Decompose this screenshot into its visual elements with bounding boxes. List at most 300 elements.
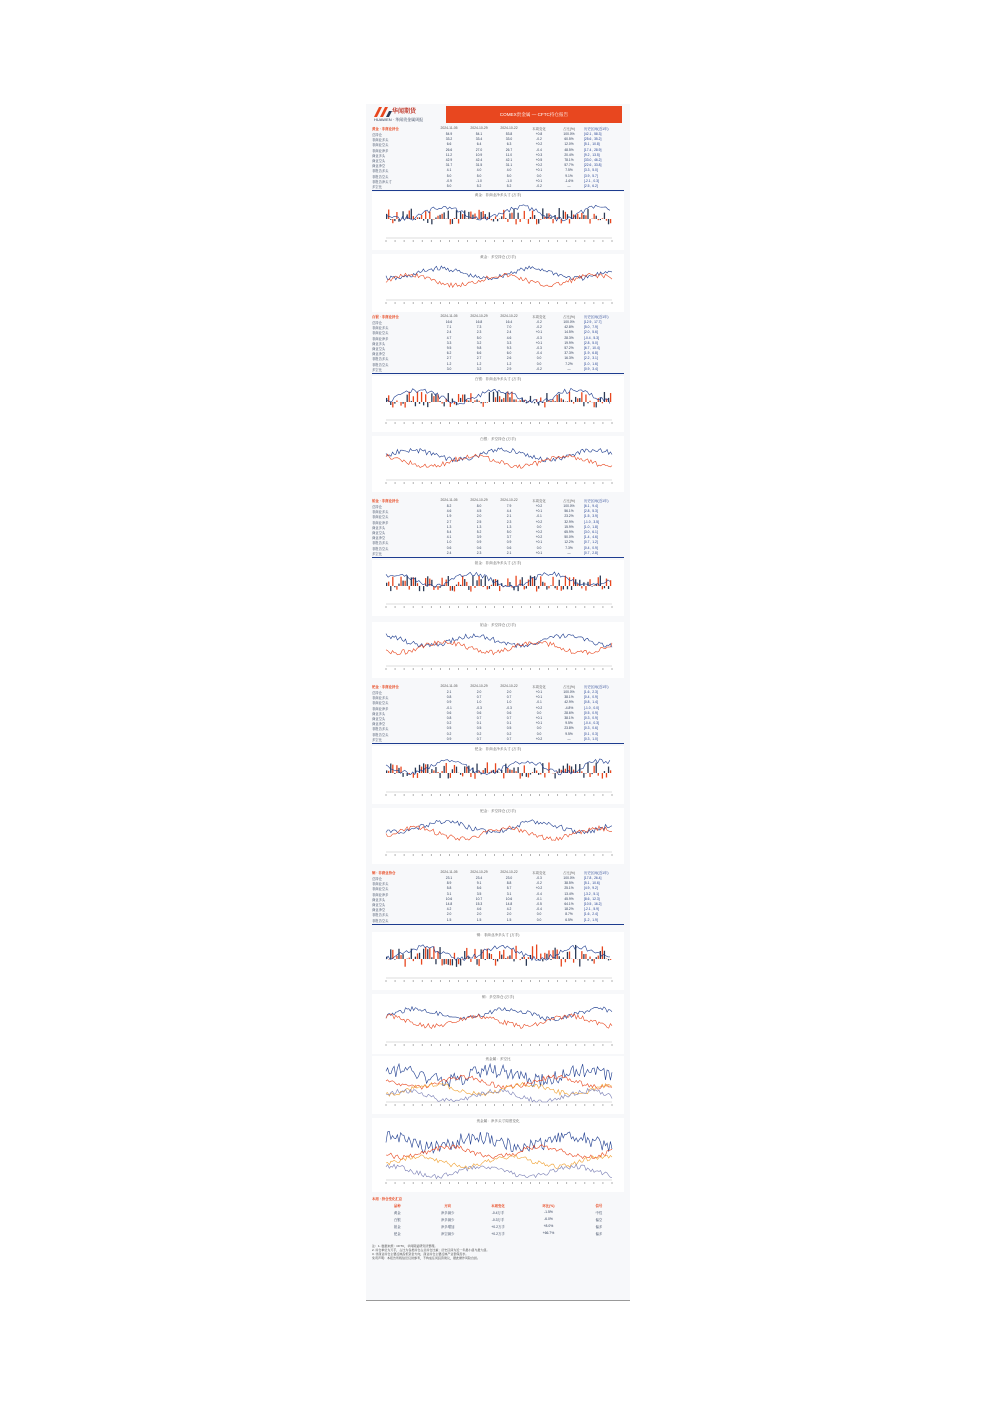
bar xyxy=(495,216,496,219)
table-cell: 0.2 xyxy=(506,731,512,736)
bar xyxy=(415,402,416,406)
bar xyxy=(493,219,494,221)
bar xyxy=(441,578,442,586)
bar xyxy=(485,576,486,586)
bar xyxy=(460,773,461,775)
row-label: 多空比 xyxy=(372,551,382,556)
bar xyxy=(499,396,500,402)
column-header: 2024-11-05 xyxy=(440,870,458,874)
table-cell: [6.1 , 9.4] xyxy=(584,504,598,508)
table-cell: 6.4 xyxy=(476,142,482,147)
bar xyxy=(386,770,387,773)
table-cell: 12.0% xyxy=(564,142,574,147)
bar xyxy=(596,763,597,773)
table-cell: 0.9 xyxy=(506,540,512,545)
table-cell: 100.0% xyxy=(563,320,575,324)
bar xyxy=(517,586,518,591)
chart-plot xyxy=(372,376,624,432)
table-cell: 0.8 xyxy=(446,715,452,720)
summary-row: 黄金 净多减少 -0.4万手 -1.5% 中性 xyxy=(393,1210,603,1215)
bar xyxy=(402,773,403,777)
column-header: 2024-11-05 xyxy=(440,498,458,502)
row-label: 商业多头 xyxy=(372,153,386,158)
bar xyxy=(515,771,516,773)
table-cell: +0.1 xyxy=(535,340,543,345)
table-cell: +0.1 xyxy=(535,168,543,173)
column-header: 占比(%) xyxy=(562,127,576,131)
bar xyxy=(392,402,393,407)
table-cell: 65.9% xyxy=(564,529,574,534)
bar xyxy=(534,576,535,586)
bar xyxy=(478,576,479,586)
logo-subtitle: HUAWEN · 华闻贵金属周报 xyxy=(374,117,424,122)
bar xyxy=(493,959,494,960)
bar xyxy=(493,392,494,402)
table-cell: 5.7 xyxy=(506,886,512,891)
bar xyxy=(433,770,434,773)
bar xyxy=(493,579,494,586)
bar xyxy=(458,394,459,402)
bar xyxy=(581,771,582,773)
bar xyxy=(602,946,603,959)
table-cell: -0.2 xyxy=(536,183,542,188)
table-divider xyxy=(372,190,624,191)
bar xyxy=(417,773,418,778)
footnotes xyxy=(372,1244,624,1260)
bar xyxy=(394,959,395,960)
bar xyxy=(419,217,420,219)
bar xyxy=(548,586,549,588)
chart-panel xyxy=(372,932,624,990)
column-header: 2024-10-22 xyxy=(500,684,518,688)
series-line xyxy=(386,454,612,468)
row-label: 非商业多头 xyxy=(372,510,389,515)
table-cell: [12.9 , 17.7] xyxy=(584,320,602,324)
chart-title: 贵金属：多空比 xyxy=(485,1057,511,1061)
table-cell: 16.3% xyxy=(564,356,574,361)
row-label: 商业空头 xyxy=(372,716,386,721)
bar xyxy=(470,393,471,402)
table-cell: [2.0 , 5.6] xyxy=(584,330,598,335)
table-cell: 2.7 xyxy=(476,356,482,361)
chart-title: 铂金：多空持仓 (万手) xyxy=(480,623,516,627)
table-cell: [0.3 , 1.0] xyxy=(584,736,598,741)
table-cell: +0.3 xyxy=(535,152,543,157)
table-cell: [0.4 , 0.9] xyxy=(584,545,598,550)
bar xyxy=(448,959,449,965)
bar xyxy=(534,215,535,219)
table-cell: 10.6 xyxy=(445,896,453,901)
bar xyxy=(452,219,453,224)
table-cell: +0.1 xyxy=(535,721,543,726)
chart-plot xyxy=(372,1056,624,1114)
chart-plot xyxy=(372,192,624,250)
bar xyxy=(421,392,422,402)
bar xyxy=(509,582,510,586)
table-cell: 3.0 xyxy=(446,366,452,371)
table-cell: 4.1 xyxy=(446,535,452,540)
table-cell: 42.9% xyxy=(564,700,574,705)
table-cell: — xyxy=(567,366,571,371)
row-label: 商业空头 xyxy=(372,158,386,163)
summary-row: 白银 净多减少 -0.3万手 -6.0% 偏空 xyxy=(393,1217,603,1222)
bar xyxy=(474,400,475,402)
bar xyxy=(400,577,401,586)
bar xyxy=(487,586,488,589)
table-row xyxy=(372,918,624,923)
table-cell: 42.1 xyxy=(505,157,513,162)
table-cell: 100.0% xyxy=(563,132,575,136)
table-cell: 7.1 xyxy=(446,325,452,330)
bar xyxy=(513,959,514,961)
bar xyxy=(563,400,564,402)
bar xyxy=(472,576,473,586)
table-cell: -0.4 xyxy=(536,351,542,356)
bar xyxy=(524,586,525,589)
table-cell: 0.8 xyxy=(446,695,452,700)
bar xyxy=(594,585,595,586)
bar xyxy=(581,586,582,588)
table-cell: 78.1% xyxy=(564,157,574,162)
bar xyxy=(417,217,418,219)
footnote: 3. 非商业持仓主要反映投机资金方向，商业持仓主要反映产业套保需求。 xyxy=(372,1252,469,1256)
bar xyxy=(536,219,537,224)
bar xyxy=(591,773,592,774)
table-cell: [33.0 , 46.2] xyxy=(584,157,602,162)
bar xyxy=(526,586,527,588)
table-divider xyxy=(372,743,624,744)
bar xyxy=(441,771,442,773)
bar xyxy=(540,219,541,220)
bar xyxy=(427,949,428,959)
table-cell: [0.9 , 3.4] xyxy=(584,366,598,371)
table-cell: +0.2 xyxy=(535,529,543,534)
bar xyxy=(596,216,597,219)
bar xyxy=(409,586,410,590)
bar xyxy=(476,580,477,586)
bar xyxy=(437,586,438,590)
table-cell: 13.4% xyxy=(564,891,574,896)
series-line xyxy=(386,1089,612,1103)
table-cell: 0.7 xyxy=(506,736,512,741)
bar xyxy=(577,398,578,402)
bar xyxy=(474,586,475,588)
bar xyxy=(431,393,432,402)
table-cell: 2.0 xyxy=(446,912,452,917)
column-header: 本周变化 xyxy=(532,499,546,503)
table-cell: 0.0 xyxy=(536,917,542,922)
bar xyxy=(423,402,424,405)
bar xyxy=(528,580,529,586)
bar xyxy=(596,957,597,959)
table-cell: +0.2 xyxy=(535,142,543,147)
bar xyxy=(583,402,584,406)
bar xyxy=(485,959,486,960)
row-label: 非商业空头 xyxy=(372,331,389,336)
table-cell: +0.2 xyxy=(535,886,543,891)
bar xyxy=(468,212,469,219)
bar xyxy=(528,957,529,959)
bar xyxy=(423,586,424,591)
chart-title: 钯金：多空持仓 (万手) xyxy=(480,809,516,813)
table-cell: 54.9 xyxy=(445,132,453,136)
table-cell: 0.1 xyxy=(476,721,482,726)
bar xyxy=(474,214,475,219)
bar xyxy=(548,400,549,402)
table-cell: 1.9 xyxy=(446,514,452,519)
bar xyxy=(511,949,512,959)
bar xyxy=(507,768,508,773)
bar xyxy=(598,219,599,220)
bar xyxy=(501,399,502,402)
column-header: 历史区间(近1年) xyxy=(584,871,609,875)
bar xyxy=(429,948,430,959)
bar xyxy=(476,959,477,965)
bar xyxy=(462,576,463,586)
summary-row: 铂金 净多增加 +0.2万手 +8.0% 偏多 xyxy=(393,1224,603,1229)
bar xyxy=(470,959,471,962)
bar xyxy=(540,576,541,586)
bar xyxy=(507,219,508,222)
bar xyxy=(540,773,541,774)
table-cell: 2.3 xyxy=(506,519,512,524)
column-header: 占比(%) xyxy=(562,871,576,875)
row-label: 非商业多头 xyxy=(372,882,389,887)
table-cell: 5.4 xyxy=(446,529,452,534)
bar xyxy=(546,586,547,590)
table-cell: [3.3 , 5.0] xyxy=(584,168,598,173)
table-cell: 16.8 xyxy=(475,320,483,324)
table-cell: [1.9 , 6.8] xyxy=(584,351,598,356)
table-cell: [0.3 , 0.9] xyxy=(584,715,598,720)
bar xyxy=(573,959,574,963)
bar xyxy=(491,954,492,959)
row-label: 商业多头 xyxy=(372,897,386,902)
table-cell: 26.6 xyxy=(445,147,453,152)
table-cell: 7.3 xyxy=(476,325,482,330)
bar xyxy=(464,579,465,586)
bar xyxy=(429,402,430,403)
table-cell: 5.2 xyxy=(506,183,512,188)
chart-plot xyxy=(372,932,624,990)
bar xyxy=(402,581,403,586)
table-cell: +0.1 xyxy=(535,715,543,720)
bar xyxy=(404,959,405,967)
logo-icon xyxy=(374,107,392,117)
table-cell: 28.3% xyxy=(564,335,574,340)
table-cell: 0.5 xyxy=(506,726,512,731)
bar xyxy=(538,219,539,224)
bar xyxy=(478,210,479,219)
table-cell: 7.5% xyxy=(565,168,573,173)
row-label: 多空比 xyxy=(372,184,382,189)
bar xyxy=(497,959,498,961)
table-cell: +0.1 xyxy=(535,330,543,335)
bar xyxy=(569,219,570,224)
table-cell: 3.2 xyxy=(476,366,482,371)
bar xyxy=(585,586,586,591)
row-label: 商业多头 xyxy=(372,711,386,716)
bar xyxy=(460,398,461,402)
summary-row: 钯金 净空减少 +0.2万手 +66.7% 偏多 xyxy=(393,1231,603,1236)
bar xyxy=(552,577,553,586)
table-cell: 48.5% xyxy=(564,147,574,152)
bar xyxy=(454,402,455,404)
table-cell: 15.3 xyxy=(475,901,483,906)
bar xyxy=(458,219,459,224)
table-cell: 5.0 xyxy=(446,183,452,188)
bar xyxy=(437,772,438,773)
bar xyxy=(444,212,445,219)
table-cell: 4.5 xyxy=(476,509,482,514)
bar xyxy=(505,958,506,959)
table-cell: 6.0 xyxy=(506,351,512,356)
bar xyxy=(585,773,586,774)
table-cell: [-1.0 , 3.5] xyxy=(584,519,599,524)
table-cell: -0.1 xyxy=(536,700,542,705)
bar xyxy=(499,586,500,591)
chart-panel xyxy=(372,994,624,1054)
bar xyxy=(411,401,412,402)
row-label: 总持仓 xyxy=(372,691,382,695)
table-cell: 26.7 xyxy=(505,147,513,152)
chart-title: 铂金：非商业净多头寸 (万手) xyxy=(474,561,522,565)
table-cell: 2.0 xyxy=(476,912,482,917)
series-line xyxy=(386,820,612,834)
table-cell: 1.2 xyxy=(446,361,452,366)
bar xyxy=(460,212,461,219)
chart-plot xyxy=(372,746,624,804)
table-cell: 38.1% xyxy=(564,715,574,720)
table-cell: 16.6 xyxy=(445,320,453,324)
bar xyxy=(472,402,473,403)
bar xyxy=(550,401,551,402)
table-cell: +0.1 xyxy=(535,509,543,514)
bar xyxy=(565,212,566,219)
table-cell: 42.8% xyxy=(564,325,574,330)
table-cell: -0.4 xyxy=(536,147,542,152)
bar xyxy=(413,216,414,219)
table-cell: 12.2% xyxy=(564,540,574,545)
table-cell: — xyxy=(567,183,571,188)
table-cell: 33.0 xyxy=(505,137,513,142)
bar xyxy=(386,214,387,219)
positions-table xyxy=(372,314,624,374)
table-cell: -0.2 xyxy=(536,325,542,330)
table-cell: 2.4 xyxy=(446,550,452,555)
table-cell: -1.6% xyxy=(564,178,574,183)
row-label: 非报告净头寸 xyxy=(372,179,392,184)
chart-panel xyxy=(372,436,624,492)
table-cell: 0.6 xyxy=(506,545,512,550)
bar xyxy=(487,402,488,403)
column-header: 本周变化 xyxy=(532,871,546,875)
bar xyxy=(604,771,605,773)
bar xyxy=(581,213,582,219)
table-cell: 6.3 xyxy=(506,142,512,147)
bar xyxy=(394,586,395,587)
bar xyxy=(591,959,592,961)
table-cell: -0.3 xyxy=(536,876,542,880)
bar xyxy=(579,764,580,773)
bar xyxy=(400,767,401,773)
table-cell: [-0.4 , 5.3] xyxy=(584,335,599,340)
bar xyxy=(413,959,414,961)
chart-panel xyxy=(372,746,624,804)
table-cell: 42.9 xyxy=(445,157,453,162)
bar xyxy=(515,219,516,224)
summary-table xyxy=(372,1196,624,1238)
bar xyxy=(462,214,463,219)
table-cell: 0.7 xyxy=(506,715,512,720)
row-label: 商业空头 xyxy=(372,346,386,351)
table-cell: [-1.0 , 0.0] xyxy=(584,705,599,710)
series-line xyxy=(386,634,612,648)
row-label: 非商业空头 xyxy=(372,701,389,706)
table-cell: [0.7 , 2.8] xyxy=(584,550,598,555)
bar xyxy=(497,219,498,221)
bar xyxy=(563,957,564,959)
bar xyxy=(542,763,543,773)
row-label: 非报告空头 xyxy=(372,546,389,551)
table-cell: -0.1 xyxy=(536,514,542,519)
column-header: 2024-10-29 xyxy=(470,870,488,874)
bar xyxy=(517,213,518,219)
bar xyxy=(554,586,555,588)
column-header: 2024-11-05 xyxy=(440,314,458,318)
bar xyxy=(404,581,405,586)
table-cell: 0.9 xyxy=(446,700,452,705)
bar xyxy=(441,959,442,965)
table-cell: 2.5 xyxy=(476,519,482,524)
table-cell: [0.5 , 0.9] xyxy=(584,710,598,715)
table-cell: -0.3 xyxy=(536,335,542,340)
bar xyxy=(571,586,572,590)
bar xyxy=(573,402,574,404)
bar xyxy=(585,215,586,219)
table-cell: -0.9 xyxy=(446,178,452,183)
bar xyxy=(402,402,403,404)
bar xyxy=(470,773,471,777)
bar xyxy=(404,402,405,408)
bar xyxy=(452,959,453,965)
table-cell: 1.5 xyxy=(476,917,482,922)
row-label: 商业多头 xyxy=(372,525,386,530)
bar xyxy=(435,767,436,773)
logo-text: 华闻期货 xyxy=(392,109,417,115)
bar xyxy=(390,402,391,405)
bar xyxy=(439,215,440,219)
table-cell: 0.0 xyxy=(536,731,542,736)
table-cell: 19.9% xyxy=(564,340,574,345)
series-line xyxy=(386,1064,612,1087)
bar xyxy=(534,402,535,403)
bar xyxy=(608,959,609,960)
bar xyxy=(569,577,570,586)
bar xyxy=(544,402,545,407)
bar xyxy=(444,959,445,964)
bar xyxy=(454,586,455,591)
table-cell: [0.3 , 0.6] xyxy=(584,726,598,731)
bar xyxy=(495,763,496,773)
bar xyxy=(575,945,576,959)
footnote: 2. 持仓单位为万手，占比为各类持仓占总持仓比重；历史区间为近一年最小值与最大值。 xyxy=(372,1248,490,1252)
bar xyxy=(579,580,580,586)
bar xyxy=(546,393,547,402)
chart-title: 白银：非商业净多头寸 (万手) xyxy=(474,377,522,381)
table-cell: -0.4 xyxy=(536,907,542,912)
table-divider xyxy=(372,924,624,925)
